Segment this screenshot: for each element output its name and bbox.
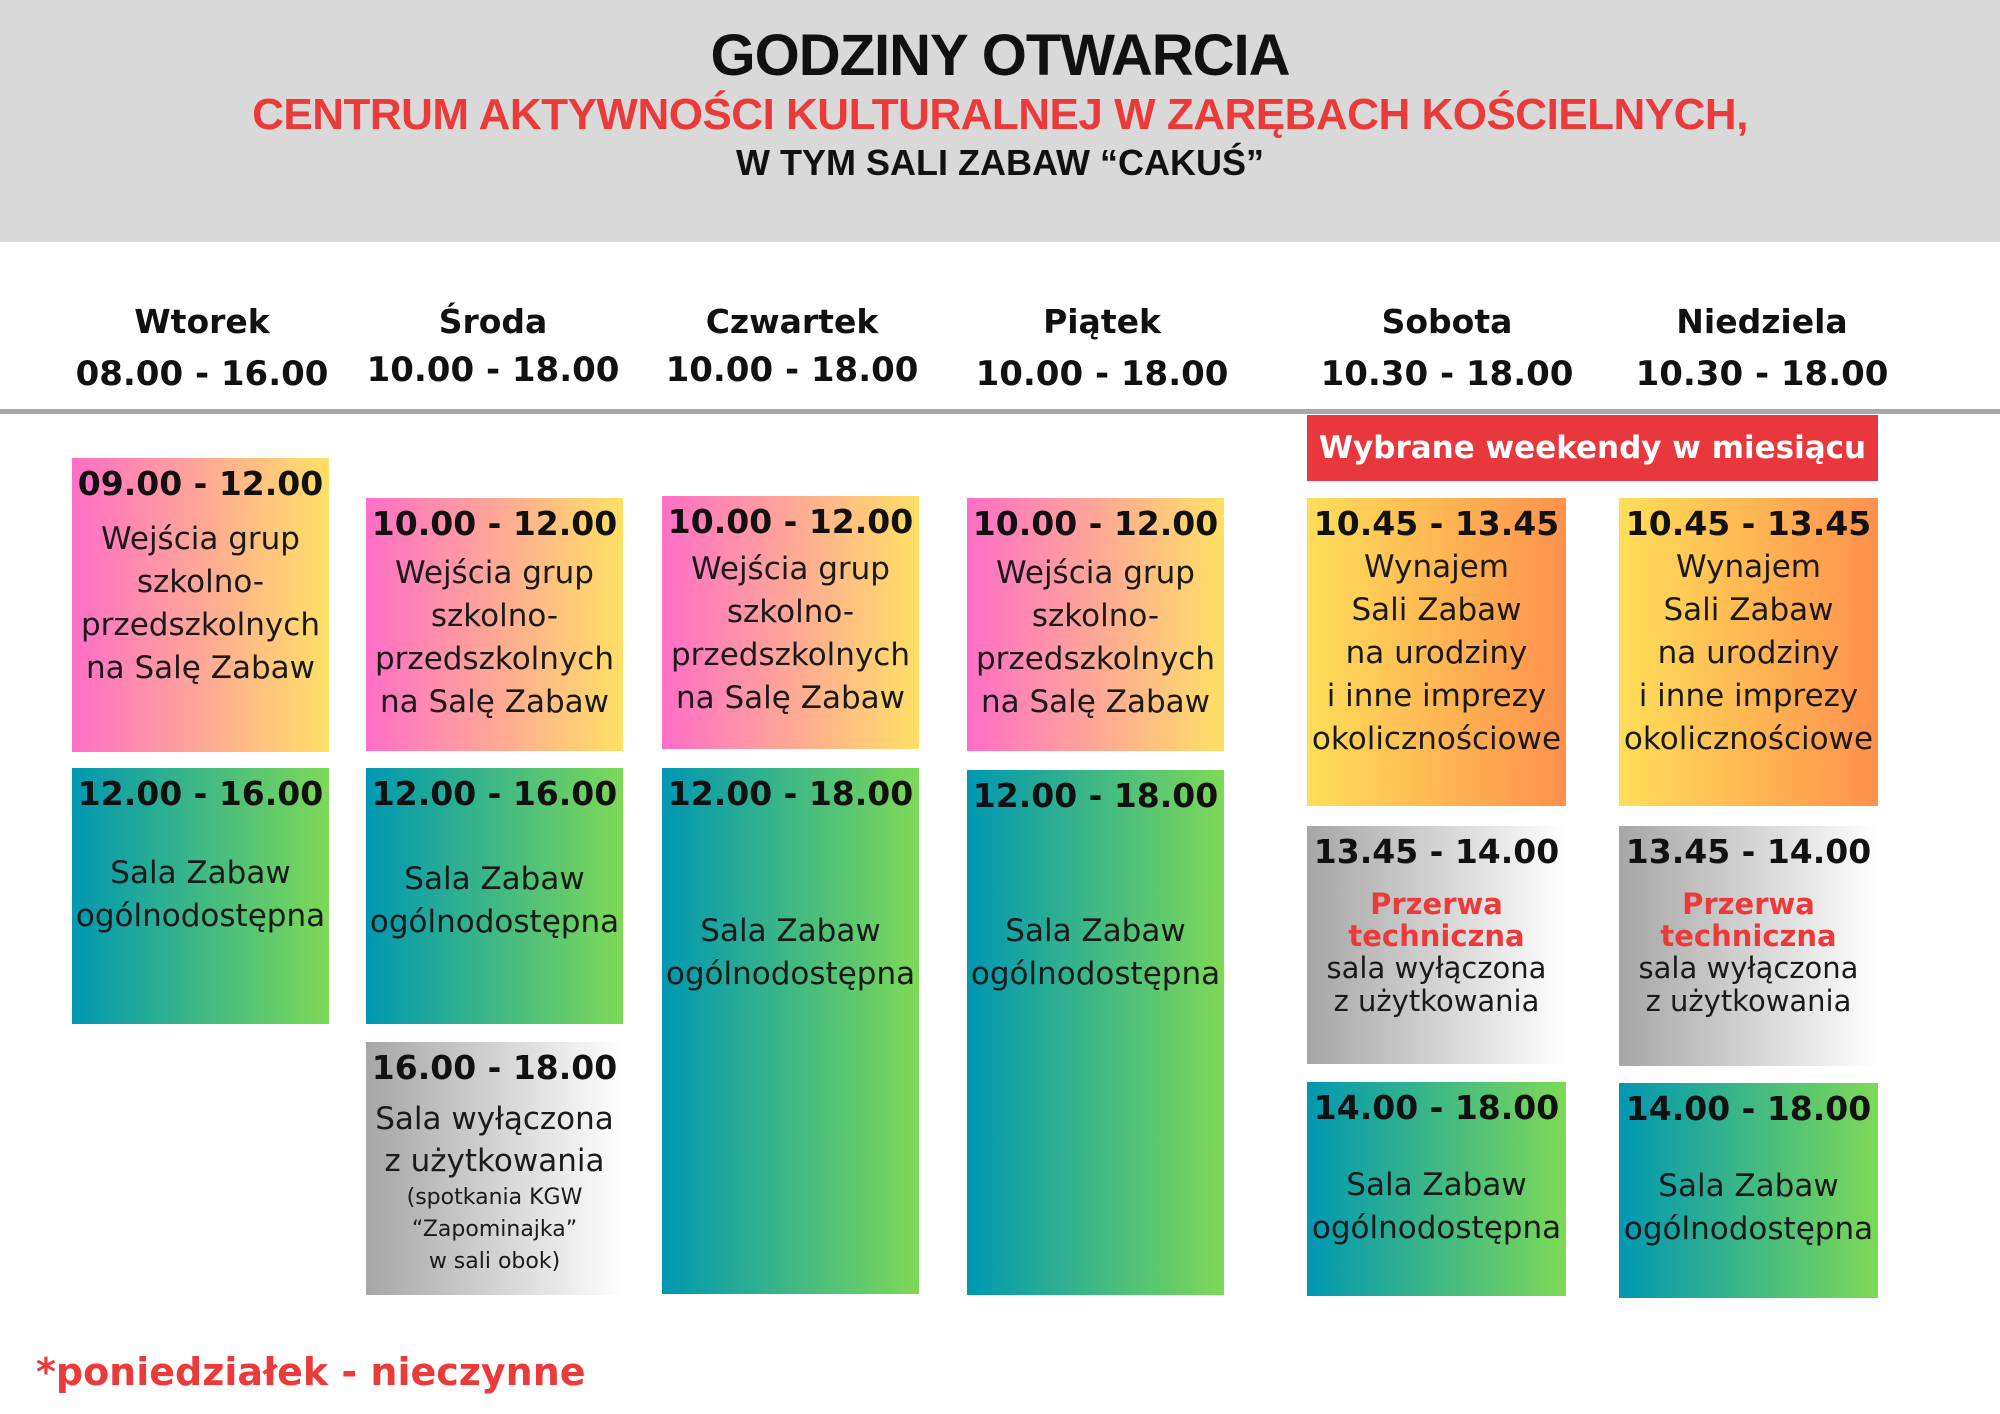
day-name: Sobota xyxy=(1381,302,1513,341)
day-header-piatek xyxy=(952,300,1252,394)
slot-sobota-rental xyxy=(1307,498,1566,806)
slot-wtorek-open xyxy=(72,768,329,1024)
slot-sobota-open xyxy=(1307,1082,1566,1296)
day-name: Wtorek xyxy=(134,302,270,341)
slot-desc: Sala wyłączona z użytkowania xyxy=(375,1101,614,1179)
slot-time: 10.45 - 13.45 xyxy=(1625,504,1872,543)
slot-time: 10.00 - 12.00 xyxy=(371,504,618,543)
slot-sobota-break xyxy=(1307,826,1566,1064)
slot-piatek-open xyxy=(967,770,1224,1295)
page-title: GODZINY OTWARCIA xyxy=(710,23,1290,88)
slot-time: 12.00 - 16.00 xyxy=(77,774,324,813)
day-header-czwartek xyxy=(642,300,942,390)
divider xyxy=(0,409,2000,414)
slot-time: 13.45 - 14.00 xyxy=(1625,832,1872,871)
day-name: Niedziela xyxy=(1676,302,1848,341)
header-band xyxy=(0,0,2000,242)
slot-time: 16.00 - 18.00 xyxy=(371,1048,618,1087)
day-name: Piątek xyxy=(1043,302,1161,341)
slot-desc: Wynajem Sali Zabaw na urodziny i inne imprezy okolicznościowe xyxy=(1623,549,1874,757)
slot-desc: Wejścia grup szkolno-przedszkolnych na Salę Zabaw xyxy=(81,521,320,686)
day-name: Środa xyxy=(438,302,548,341)
slot-desc: Sala Zabaw ogólnodostępna xyxy=(75,855,326,934)
slot-time: 13.45 - 14.00 xyxy=(1313,832,1560,871)
slot-time: 10.00 - 12.00 xyxy=(667,502,914,541)
day-hours: 08.00 - 16.00 xyxy=(75,354,329,394)
slot-desc: Sala Zabaw ogólnodostępna xyxy=(665,913,916,992)
slot-note: (spotkania KGW “Zapominajka” w sali obok) xyxy=(406,1185,583,1274)
slot-desc: sala wyłączona z użytkowania xyxy=(1326,951,1547,1018)
day-hours: 10.00 - 18.00 xyxy=(366,350,620,390)
day-hours: 10.30 - 18.00 xyxy=(1635,354,1889,394)
slot-time: 10.45 - 13.45 xyxy=(1313,504,1560,543)
slot-time: 12.00 - 16.00 xyxy=(371,774,618,813)
day-name: Czwartek xyxy=(705,302,879,341)
slot-sroda-open xyxy=(366,768,623,1024)
slot-time: 10.00 - 12.00 xyxy=(972,504,1219,543)
day-hours: 10.00 - 18.00 xyxy=(975,354,1229,394)
slot-desc: Wynajem Sali Zabaw na urodziny i inne imprezy okolicznościowe xyxy=(1311,549,1562,757)
slot-desc: Wejścia grup szkolno-przedszkolnych na Salę Zabaw xyxy=(671,551,910,716)
slot-time: 14.00 - 18.00 xyxy=(1625,1089,1872,1128)
page-subtitle: CENTRUM AKTYWNOŚCI KULTURALNEJ W ZARĘBACH KOŚCIELNYCH, xyxy=(252,90,1748,139)
slot-desc: Wejścia grup szkolno-przedszkolnych na Salę Zabaw xyxy=(976,555,1215,720)
day-header-niedziela xyxy=(1612,300,1912,394)
slot-desc: Wejścia grup szkolno-przedszkolnych na Salę Zabaw xyxy=(375,555,614,720)
slot-sroda-groups xyxy=(366,498,623,751)
slot-desc: Sala Zabaw ogólnodostępna xyxy=(970,913,1221,992)
slot-break-label: Przerwa techniczna xyxy=(1660,887,1837,953)
weekend-banner: Wybrane weekendy w miesiącu xyxy=(1307,415,1878,481)
slot-niedziela-rental xyxy=(1619,498,1878,806)
slot-czwartek-groups xyxy=(662,496,919,749)
slot-desc: Sala Zabaw ogólnodostępna xyxy=(1311,1167,1562,1246)
slot-desc: Sala Zabaw ogólnodostępna xyxy=(1623,1168,1874,1247)
slot-time: 12.00 - 18.00 xyxy=(972,776,1219,815)
slot-time: 12.00 - 18.00 xyxy=(667,774,914,813)
slot-time: 09.00 - 12.00 xyxy=(77,464,324,503)
slot-piatek-groups xyxy=(967,498,1224,751)
day-header-sroda xyxy=(343,300,643,390)
slot-break-label: Przerwa techniczna xyxy=(1348,887,1525,953)
slot-desc: sala wyłączona z użytkowania xyxy=(1638,951,1859,1018)
day-header-wtorek xyxy=(52,300,352,394)
slot-time: 14.00 - 18.00 xyxy=(1313,1088,1560,1127)
slot-wtorek-groups xyxy=(72,458,329,752)
page-subtitle-2: W TYM SALI ZABAW “CAKUŚ” xyxy=(736,142,1264,183)
slot-niedziela-break xyxy=(1619,826,1878,1066)
slot-niedziela-open xyxy=(1619,1083,1878,1298)
slot-desc: Sala Zabaw ogólnodostępna xyxy=(369,861,620,940)
day-hours: 10.00 - 18.00 xyxy=(665,350,919,390)
closed-note: *poniedziałek - nieczynne xyxy=(36,1350,586,1394)
slot-sroda-closed xyxy=(366,1042,623,1295)
day-hours: 10.30 - 18.00 xyxy=(1320,354,1574,394)
day-header-sobota xyxy=(1297,300,1597,394)
slot-czwartek-open xyxy=(662,768,919,1294)
